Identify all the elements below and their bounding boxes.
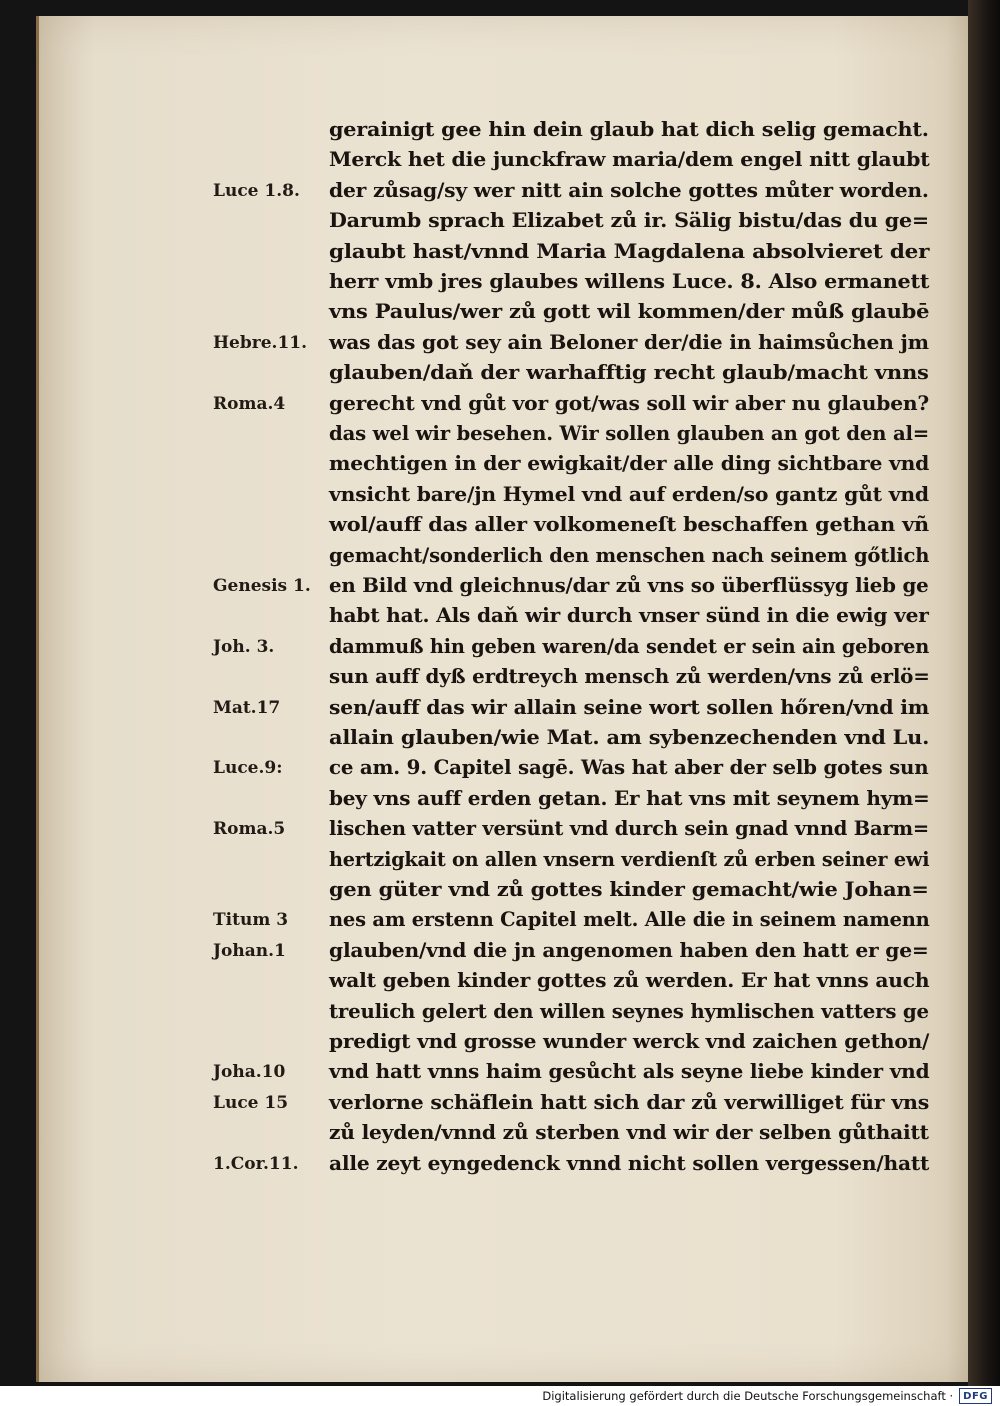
text-line: sen/auff das wir allain seine wort sollen hőren/vnd im — [329, 695, 930, 719]
text-line: bey vns auff erden getan. Er hat vns mit seynem hym= — [329, 786, 930, 810]
text-line: vnsicht bare/jn Hymel vnd auf erden/so gantz gůt vnd — [329, 482, 929, 506]
text-line: vns Paulus/wer zů gott wil kommen/der můß glaubē — [329, 300, 930, 324]
margin-note: Genesis 1. — [213, 576, 311, 596]
text-line: gerecht vnd gůt vor got/was soll wir aber nu glauben? — [329, 391, 930, 415]
text-line: en Bild vnd gleichnus/dar zů vns so überflüssyg lieb ge — [329, 574, 929, 597]
text-line: dammuß hin geben waren/da sendet er sein ain geboren — [329, 634, 930, 658]
text-line: vnd hatt vnns haim gesůcht als seyne liebe kinder vnd — [329, 1060, 930, 1084]
text-line: herr vmb jres glaubes willens Luce. 8. Also ermanett — [329, 270, 930, 293]
text-line: wol/auff das aller volkomeneſt beschaffen gethan vñ — [329, 513, 929, 537]
text-line: hertzigkait on allen vnsern verdienſt zů erben seiner ewi — [329, 847, 930, 871]
margin-note: Joh. 3. — [213, 636, 275, 657]
text-line: sun auff dyß erdtreych mensch zů werden/vns zů erlö= — [329, 665, 930, 689]
text-line: ce am. 9. Capitel sagē. Was hat aber der selb gotes sun — [329, 756, 929, 780]
text-line: Merck het die junckfraw maria/dem engel nitt glaubt — [329, 148, 930, 172]
text-line: glauben/vnd die jn angenomen haben den hatt er ge= — [329, 938, 929, 962]
text-line: habt hat. Als daň wir durch vnser sünd in die ewig ver — [329, 604, 929, 628]
funding-credit: Digitalisierung gefördert durch die Deutsche Forschungsgemeinschaft · — [542, 1389, 954, 1403]
text-line: glauben/daň der warhafftig recht glaub/macht vnns — [329, 361, 929, 385]
margin-note: 1.Cor.11. — [213, 1153, 299, 1174]
footer-bar — [0, 1386, 1000, 1406]
text-line: gerainigt gee hin dein glaub hat dich selig gemacht. — [329, 118, 929, 141]
text-line: verlorne schäflein hatt sich dar zů verwilliget für vns — [329, 1090, 930, 1114]
margin-note: Roma.5 — [213, 819, 286, 840]
dfg-logo: DFG — [959, 1388, 992, 1404]
text-line: zů leyden/vnnd zů sterben vnd wir der selben gůthaitt — [329, 1121, 929, 1145]
margin-note: Roma.4 — [213, 393, 286, 414]
text-line: das wel wir besehen. Wir sollen glauben an got den al= — [329, 422, 930, 445]
text-line: lischen vatter versünt vnd durch sein gnad vnnd Barm= — [329, 817, 929, 841]
margin-note: Mat.17 — [213, 697, 281, 718]
text-line: predigt vnd grosse wunder werck vnd zaichen gethon/ — [329, 1030, 930, 1053]
text-line: Darumb sprach Elizabet zů ir. Sälig bistu/das du ge= — [329, 209, 929, 233]
text-line: alle zeyt eyngedenck vnnd nicht sollen vergessen/hatt — [329, 1151, 930, 1175]
margin-note: Luce 1.8. — [213, 180, 300, 201]
margin-note: Luce 15 — [213, 1092, 289, 1113]
margin-note: Johan.1 — [213, 940, 286, 961]
margin-note: Titum 3 — [213, 910, 289, 931]
margin-note: Luce.9: — [213, 758, 283, 779]
text-line: der zůsag/sy wer nitt ain solche gottes můter worden. — [329, 178, 929, 202]
margin-note: Hebre.11. — [213, 332, 308, 353]
margin-note: Joha.10 — [213, 1062, 286, 1083]
text-line: nes am erstenn Capitel melt. Alle die in seinem namenn — [329, 908, 930, 932]
text-line: gen güter vnd zů gottes kinder gemacht/wie Johan= — [329, 878, 929, 901]
text-line: glaubt hast/vnnd Maria Magdalena absolvieret der — [329, 239, 930, 263]
text-line: walt geben kinder gottes zů werden. Er hat vnns auch — [329, 969, 930, 993]
text-line: treulich gelert den willen seynes hymlischen vatters ge — [329, 999, 929, 1023]
text-line: mechtigen in der ewigkait/der alle ding sichtbare vnd — [329, 452, 930, 476]
text-line: gemacht/sonderlich den menschen nach seinem gőtlich — [329, 543, 930, 567]
book-page — [36, 16, 975, 1382]
binding-edge — [968, 0, 1000, 1386]
text-line: allain glauben/wie Mat. am sybenzechenden vnd Lu. — [329, 726, 930, 749]
text-line: was das got sey ain Beloner der/die in haimsůchen jm — [329, 330, 929, 354]
